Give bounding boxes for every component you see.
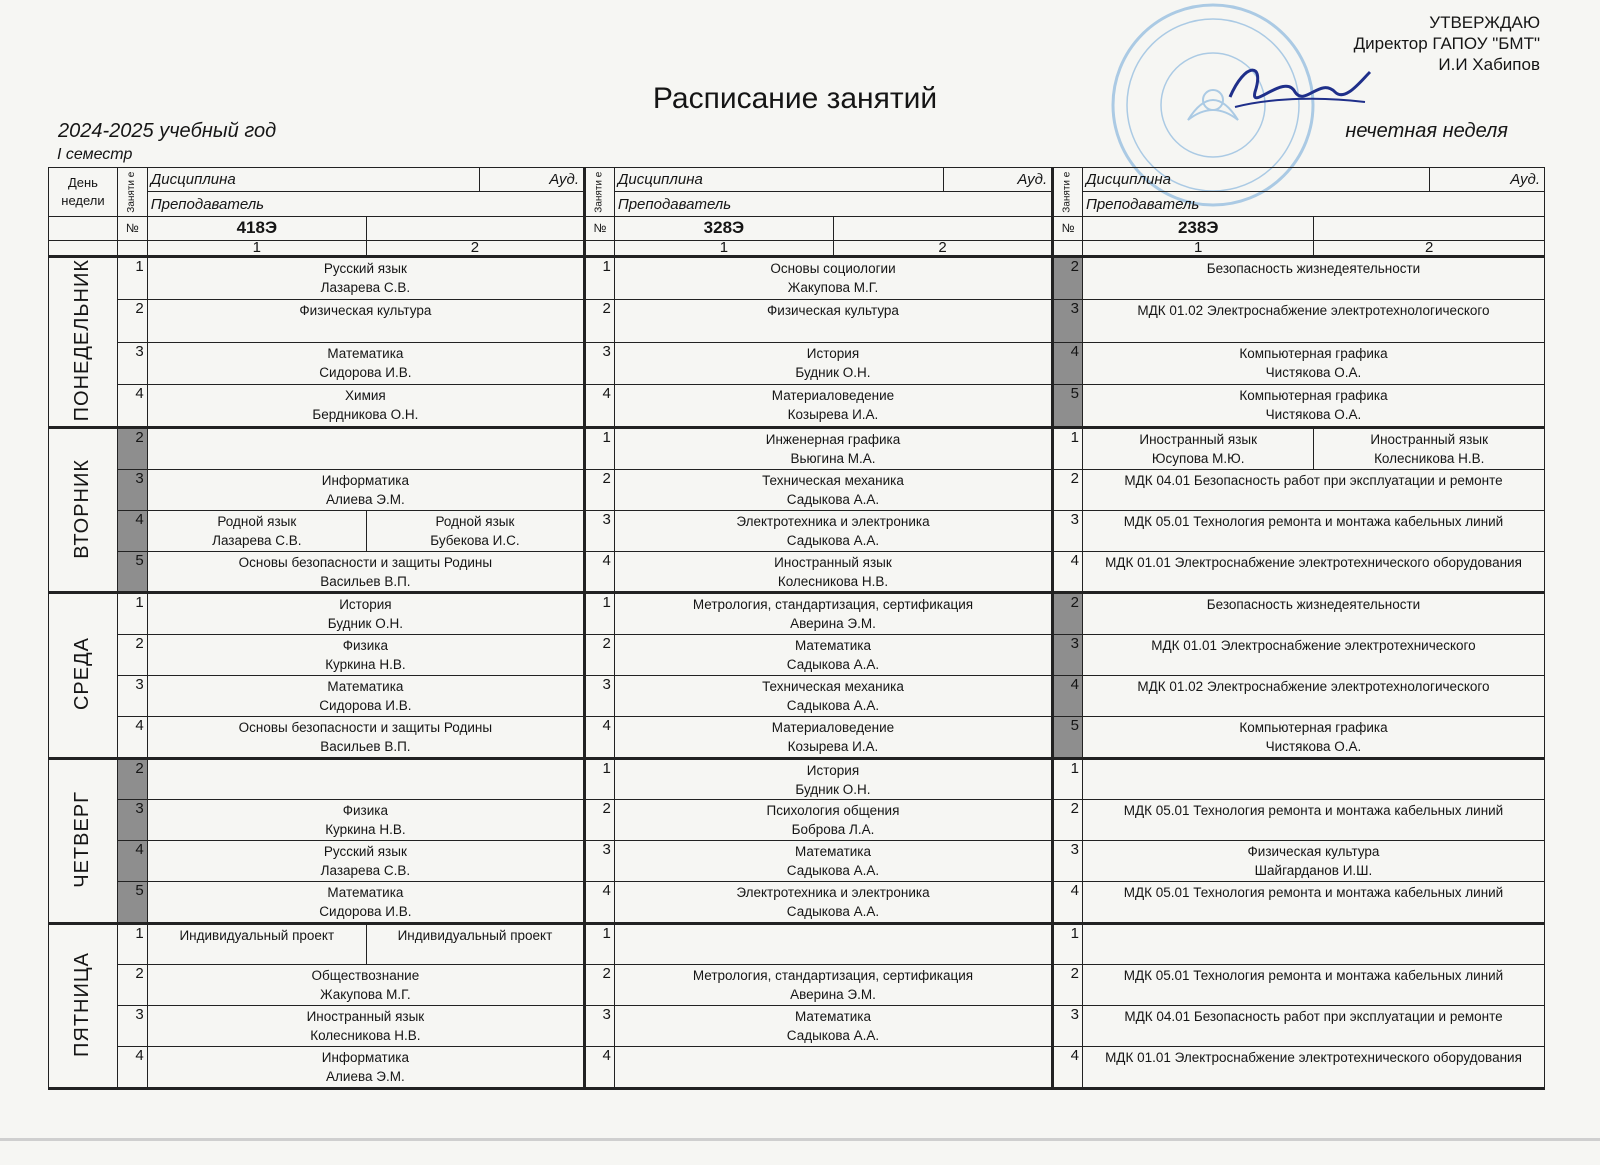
group-name-cell: 238Э — [1082, 216, 1313, 240]
subject-name: Метрология, стандартизация, сертификация — [692, 968, 974, 984]
table-row — [49, 676, 1545, 717]
subject-name: Математика — [794, 637, 872, 653]
table-row — [49, 342, 1545, 384]
subject-name: Безопасность жизнедеятельности — [1206, 261, 1421, 277]
teacher-name: Вьюгина М.А. — [790, 450, 876, 466]
teacher-name: Боброва Л.А. — [791, 822, 875, 838]
teacher-name: Садыкова А.А. — [786, 698, 880, 713]
lesson-number-cell: 4 — [585, 385, 615, 428]
subject-name: Основы безопасности и защиты Родины — [238, 554, 493, 570]
subject-name: Компьютерная графика — [1239, 720, 1388, 736]
subject-name: Основы социологии — [770, 261, 896, 277]
lesson-cell — [147, 469, 584, 510]
subject-name: История — [806, 762, 860, 778]
day-name-cell — [49, 257, 118, 428]
teacher-name: Козырева И.А. — [787, 739, 879, 755]
lesson-cell — [1082, 841, 1544, 882]
lesson-cell — [614, 342, 1052, 384]
empty-cell — [117, 241, 147, 257]
header-room-cell: Ауд. — [480, 168, 585, 192]
subject-name: Русский язык — [323, 844, 407, 860]
subject-name: МДК 01.02 Электроснабжение электротехнологического — [1137, 303, 1490, 319]
table-row — [49, 257, 1545, 300]
lesson-cell — [1082, 965, 1544, 1006]
lesson-cell-subgroup-2 — [366, 924, 584, 965]
number-sign-cell: № — [1053, 216, 1083, 240]
subject-name: Иностранный язык — [774, 554, 892, 570]
subgroup-2-label: 2 — [366, 241, 584, 257]
lesson-cell — [614, 551, 1052, 593]
teacher-name: Лазарева С.В. — [320, 863, 411, 879]
lesson-number-cell: 1 — [117, 924, 147, 965]
lesson-cell — [147, 717, 584, 759]
lesson-cell — [1082, 510, 1544, 551]
lesson-cell — [1082, 300, 1544, 342]
lesson-number-cell: 5 — [1053, 717, 1083, 759]
lesson-number-cell: 4 — [585, 1047, 615, 1089]
lesson-number-cell: 4 — [117, 1047, 147, 1089]
teacher-name: Козырева И.А. — [787, 407, 879, 422]
lesson-number-cell: 4 — [117, 717, 147, 759]
teacher-name: Алиева Э.М. — [326, 491, 405, 507]
subject-name: Материаловедение — [771, 388, 895, 403]
subject-name: Математика — [327, 345, 404, 361]
lesson-number-cell: 5 — [117, 551, 147, 593]
subject-name: Родной язык — [217, 513, 297, 529]
table-row — [49, 758, 1545, 800]
lesson-number-cell: 2 — [1053, 257, 1083, 300]
schedule-table — [48, 167, 1545, 1090]
lesson-cell — [614, 676, 1052, 717]
lesson-cell — [614, 634, 1052, 675]
subgroup-row — [49, 241, 1545, 257]
lesson-number-cell: 1 — [117, 257, 147, 300]
subject-name: Обществознание — [311, 968, 420, 984]
lesson-cell — [1082, 924, 1544, 965]
subject-name: Физическая культура — [767, 303, 899, 319]
header-row-2 — [49, 192, 1545, 216]
lesson-cell — [1082, 385, 1544, 428]
header-room-cell: Ауд. — [944, 168, 1053, 192]
teacher-name: Колесникова Н.В. — [1374, 450, 1485, 466]
teacher-name: Жакупова М.Г. — [320, 987, 411, 1003]
empty-cell — [1314, 216, 1545, 240]
header-lesson-number-cell: Заняти е — [117, 168, 147, 217]
lesson-cell — [147, 342, 584, 384]
teacher-name: Юсупова М.Ю. — [1151, 450, 1245, 466]
lesson-number-cell: 3 — [1053, 300, 1083, 342]
table-row — [49, 510, 1545, 551]
header-day-cell: День недели — [49, 168, 118, 217]
lesson-number-cell: 3 — [1053, 1006, 1083, 1047]
lesson-cell — [1082, 676, 1544, 717]
subject-name: Психология общения — [766, 803, 900, 819]
subject-name: МДК 04.01 Безопасность работ при эксплуатации и ремонте — [1124, 1009, 1503, 1025]
lesson-number-cell: 3 — [117, 342, 147, 384]
lesson-number-cell: 2 — [585, 300, 615, 342]
scan-edge-line — [0, 1138, 1600, 1141]
lesson-cell — [147, 300, 584, 342]
lesson-cell — [1082, 1047, 1544, 1089]
lesson-number-cell: 4 — [117, 385, 147, 428]
lesson-cell — [147, 882, 584, 924]
lesson-cell — [147, 593, 584, 635]
subject-name: Русский язык — [323, 261, 407, 277]
lesson-number-cell: 2 — [585, 634, 615, 675]
subject-name: Информатика — [321, 472, 409, 488]
subgroup-1-label: 1 — [1082, 241, 1313, 257]
subject-name: Физика — [342, 803, 388, 819]
lesson-cell — [1082, 1006, 1544, 1047]
group-row — [49, 216, 1545, 240]
lesson-number-cell: 1 — [585, 758, 615, 800]
teacher-name: Чистякова О.А. — [1265, 739, 1362, 755]
empty-cell — [49, 241, 118, 257]
header-lesson-number-cell: Заняти е — [1053, 168, 1083, 217]
teacher-name: Сидорова И.В. — [319, 364, 412, 380]
subject-name: Физика — [342, 637, 388, 653]
lesson-cell — [1082, 758, 1544, 800]
table-row — [49, 717, 1545, 759]
teacher-name: Будник О.Н. — [795, 781, 871, 797]
table-row — [49, 924, 1545, 965]
teacher-name: Куркина Н.В. — [325, 656, 406, 672]
lesson-number-cell: 3 — [1053, 510, 1083, 551]
lesson-number-cell: 3 — [585, 510, 615, 551]
semester-label: I семестр — [57, 146, 133, 163]
subject-name: Материаловедение — [771, 720, 895, 736]
header-teacher-cell: Преподаватель — [1082, 192, 1544, 216]
teacher-name: Аверина Э.М. — [790, 616, 876, 632]
table-row — [49, 965, 1545, 1006]
lesson-cell — [1082, 469, 1544, 510]
table-row — [49, 593, 1545, 635]
lesson-number-cell: 1 — [585, 593, 615, 635]
lesson-number-cell: 4 — [117, 510, 147, 551]
day-name: ЧЕТВЕРГ — [71, 790, 94, 888]
lesson-number-cell: 4 — [1053, 882, 1083, 924]
table-row — [49, 1006, 1545, 1047]
subject-name: Математика — [327, 885, 404, 901]
subject-name: Химия — [345, 388, 386, 403]
teacher-name: Чистякова О.А. — [1265, 407, 1362, 422]
lesson-number-cell: 4 — [1053, 1047, 1083, 1089]
lesson-number-cell: 1 — [1053, 427, 1083, 469]
teacher-name: Шайгарданов И.Ш. — [1254, 863, 1373, 879]
lesson-cell — [1082, 634, 1544, 675]
teacher-name: Колесникова Н.В. — [310, 1028, 421, 1044]
lesson-number-cell: 3 — [117, 800, 147, 841]
table-row — [49, 1047, 1545, 1089]
teacher-name: Сидорова И.В. — [319, 698, 412, 713]
lesson-cell — [147, 758, 584, 800]
subgroup-2-label: 2 — [1314, 241, 1545, 257]
teacher-name: Куркина Н.В. — [325, 822, 406, 838]
teacher-name: Будник О.Н. — [795, 364, 871, 380]
lesson-cell-subgroup-1 — [1082, 427, 1313, 469]
lesson-number-cell: 4 — [1053, 342, 1083, 384]
table-row — [49, 800, 1545, 841]
table-row — [49, 469, 1545, 510]
subject-name: Электротехника и электроника — [736, 513, 930, 529]
lesson-number-cell: 2 — [117, 634, 147, 675]
lesson-cell — [614, 800, 1052, 841]
lesson-cell — [614, 1006, 1052, 1047]
header-room-cell: Ауд. — [1429, 168, 1544, 192]
subject-name: Инженерная графика — [765, 431, 901, 447]
lesson-cell — [614, 758, 1052, 800]
lesson-cell — [614, 965, 1052, 1006]
lesson-number-cell: 2 — [1053, 965, 1083, 1006]
lesson-cell-subgroup-2 — [1314, 427, 1545, 469]
subgroup-1-label: 1 — [147, 241, 366, 257]
teacher-name: Васильев В.П. — [320, 573, 411, 589]
teacher-name: Садыкова А.А. — [786, 491, 880, 507]
lesson-cell — [147, 385, 584, 428]
lesson-number-cell: 4 — [1053, 551, 1083, 593]
approval-block — [1354, 12, 1540, 75]
lesson-number-cell: 2 — [1053, 593, 1083, 635]
subject-name: Математика — [794, 844, 872, 860]
subject-name: Иностранный язык — [306, 1009, 425, 1025]
lesson-number-cell: 2 — [117, 427, 147, 469]
header-discipline-cell: Дисциплина — [147, 168, 479, 192]
lesson-number-cell: 1 — [585, 427, 615, 469]
teacher-name: Аверина Э.М. — [790, 987, 876, 1003]
subject-name: Компьютерная графика — [1239, 345, 1388, 361]
lesson-cell — [614, 841, 1052, 882]
lesson-cell — [614, 717, 1052, 759]
lesson-number-cell: 2 — [117, 965, 147, 1006]
teacher-name: Бердникова О.Н. — [312, 407, 419, 422]
teacher-name: Алиева Э.М. — [326, 1069, 405, 1085]
teacher-name: Васильев В.П. — [320, 739, 411, 755]
day-name: ВТОРНИК — [71, 458, 94, 559]
lesson-cell — [1082, 551, 1544, 593]
teacher-name: Садыкова А.А. — [786, 904, 880, 920]
lesson-number-cell: 2 — [117, 300, 147, 342]
subject-name: МДК 05.01 Технология ремонта и монтажа кабельных линий — [1123, 803, 1504, 819]
subject-name: Техническая механика — [762, 472, 904, 488]
subject-name: МДК 04.01 Безопасность работ при эксплуатации и ремонте — [1124, 472, 1503, 488]
table-row — [49, 300, 1545, 342]
empty-cell — [49, 216, 118, 240]
lesson-cell — [614, 924, 1052, 965]
lesson-cell — [614, 1047, 1052, 1089]
teacher-name: Будник О.Н. — [327, 616, 403, 632]
subject-name: МДК 01.02 Электроснабжение электротехнологического — [1137, 679, 1490, 694]
table-row — [49, 634, 1545, 675]
lesson-number-cell: 2 — [117, 758, 147, 800]
lesson-cell — [147, 551, 584, 593]
table-row — [49, 427, 1545, 469]
lesson-number-cell: 3 — [1053, 841, 1083, 882]
subject-name: Безопасность жизнедеятельности — [1206, 597, 1421, 613]
lesson-number-cell: 1 — [585, 924, 615, 965]
lesson-number-cell: 1 — [1053, 758, 1083, 800]
lesson-number-cell: 5 — [1053, 385, 1083, 428]
header-teacher-cell: Преподаватель — [614, 192, 1052, 216]
lesson-cell — [1082, 593, 1544, 635]
teacher-name: Садыкова А.А. — [786, 532, 880, 548]
day-name-cell — [49, 758, 118, 923]
week-type: нечетная неделя — [1345, 120, 1508, 142]
subgroup-1-label: 1 — [614, 241, 833, 257]
lesson-cell — [1082, 800, 1544, 841]
academic-year: 2024-2025 учебный год — [58, 120, 277, 142]
subject-name: Информатика — [321, 1050, 409, 1066]
teacher-name: Садыкова А.А. — [786, 863, 880, 879]
lesson-number-cell: 4 — [117, 841, 147, 882]
lesson-cell — [147, 800, 584, 841]
table-row — [49, 882, 1545, 924]
table-row — [49, 385, 1545, 428]
subject-name: МДК 01.01 Электроснабжение электротехнического оборудования — [1105, 1050, 1522, 1066]
empty-cell — [366, 216, 584, 240]
lesson-number-cell: 3 — [117, 1006, 147, 1047]
subject-name: Математика — [794, 1009, 872, 1025]
teacher-name: Колесникова Н.В. — [777, 573, 889, 589]
lesson-cell — [147, 257, 584, 300]
day-name: ПОНЕДЕЛЬНИК — [71, 259, 94, 422]
lesson-cell-subgroup-1 — [147, 510, 366, 551]
lesson-cell — [147, 427, 584, 469]
lesson-cell — [1082, 257, 1544, 300]
table-row — [49, 551, 1545, 593]
subject-name: Физическая культура — [299, 303, 432, 319]
group-name-cell: 328Э — [614, 216, 833, 240]
lesson-cell — [614, 469, 1052, 510]
subject-name: Метрология, стандартизация, сертификация — [692, 597, 974, 613]
lesson-number-cell: 4 — [585, 551, 615, 593]
subject-name: Индивидуальный проект — [397, 928, 553, 944]
table-row — [49, 841, 1545, 882]
subject-name: МДК 05.01 Технология ремонта и монтажа кабельных линий — [1123, 513, 1504, 529]
day-name-cell — [49, 427, 118, 592]
header-lesson-number-cell: Заняти е — [585, 168, 615, 217]
header-row-1 — [49, 168, 1545, 192]
approval-line-3: И.И Хабипов — [1438, 55, 1540, 74]
lesson-number-cell: 3 — [1053, 634, 1083, 675]
lesson-cell — [1082, 882, 1544, 924]
number-sign-cell: № — [117, 216, 147, 240]
approval-line-2: Директор ГАПОУ "БМТ" — [1353, 34, 1540, 53]
subject-name: Иностранный язык — [1370, 431, 1489, 447]
lesson-cell — [1082, 342, 1544, 384]
lesson-cell — [614, 882, 1052, 924]
teacher-name: Чистякова О.А. — [1265, 364, 1362, 380]
subject-name: МДК 05.01 Технология ремонта и монтажа кабельных линий — [1123, 968, 1504, 984]
lesson-number-cell: 3 — [117, 676, 147, 717]
lesson-cell — [147, 841, 584, 882]
teacher-name: Бубекова И.С. — [430, 532, 520, 548]
lesson-number-cell: 2 — [585, 800, 615, 841]
teacher-name: Лазарева С.В. — [320, 280, 411, 296]
lesson-number-cell: 1 — [1053, 924, 1083, 965]
teacher-name: Жакупова М.Г. — [787, 280, 879, 296]
lesson-number-cell: 2 — [585, 965, 615, 1006]
lesson-number-cell: 2 — [1053, 800, 1083, 841]
empty-cell — [1053, 241, 1083, 257]
subject-name: Физическая культура — [1247, 844, 1380, 860]
lesson-number-cell: 4 — [1053, 676, 1083, 717]
teacher-name: Садыкова А.А. — [786, 1028, 880, 1044]
empty-cell — [585, 241, 615, 257]
lesson-number-cell: 5 — [117, 882, 147, 924]
lesson-cell — [614, 257, 1052, 300]
day-name: СРЕДА — [71, 637, 94, 711]
lesson-cell — [614, 593, 1052, 635]
subject-name: История — [339, 597, 392, 613]
number-sign-cell: № — [585, 216, 615, 240]
subject-name: Техническая механика — [762, 679, 904, 694]
subject-name: Основы безопасности и защиты Родины — [238, 720, 493, 736]
lesson-cell — [1082, 717, 1544, 759]
subject-name: МДК 01.01 Электроснабжение электротехнического оборудования — [1105, 554, 1522, 570]
subject-name: Компьютерная графика — [1239, 388, 1388, 403]
lesson-cell — [147, 965, 584, 1006]
day-name-cell — [49, 924, 118, 1089]
lesson-number-cell: 3 — [585, 676, 615, 717]
subject-name: Электротехника и электроника — [736, 885, 930, 901]
group-name-cell: 418Э — [147, 216, 366, 240]
header-teacher-cell: Преподаватель — [147, 192, 584, 216]
lesson-cell — [147, 676, 584, 717]
lesson-number-cell: 3 — [585, 342, 615, 384]
lesson-number-cell: 3 — [117, 469, 147, 510]
teacher-name: Сидорова И.В. — [319, 904, 412, 920]
approval-line-1: УТВЕРЖДАЮ — [1429, 13, 1540, 32]
page-title: Расписание занятий — [652, 82, 938, 115]
lesson-cell-subgroup-1 — [147, 924, 366, 965]
subject-name: Родной язык — [435, 513, 515, 529]
subject-name: МДК 01.01 Электроснабжение электротехнического — [1151, 637, 1476, 653]
subgroup-2-label: 2 — [833, 241, 1052, 257]
lesson-number-cell: 2 — [1053, 469, 1083, 510]
lesson-number-cell: 4 — [585, 717, 615, 759]
lesson-cell — [614, 385, 1052, 428]
lesson-cell — [614, 427, 1052, 469]
lesson-cell — [614, 300, 1052, 342]
lesson-cell — [147, 1006, 584, 1047]
lesson-number-cell: 3 — [585, 1006, 615, 1047]
header-discipline-cell: Дисциплина — [614, 168, 943, 192]
subject-name: Иностранный язык — [1139, 431, 1258, 447]
subject-name: Индивидуальный проект — [179, 928, 335, 944]
lesson-number-cell: 3 — [585, 841, 615, 882]
lesson-number-cell: 1 — [117, 593, 147, 635]
teacher-name: Лазарева С.В. — [212, 532, 302, 548]
empty-cell — [833, 216, 1052, 240]
day-name: ПЯТНИЦА — [71, 952, 94, 1057]
subject-name: История — [806, 345, 860, 361]
lesson-cell — [614, 510, 1052, 551]
header-discipline-cell: Дисциплина — [1082, 168, 1429, 192]
lesson-number-cell: 4 — [585, 882, 615, 924]
teacher-name: Садыкова А.А. — [786, 656, 880, 672]
subject-name: Математика — [327, 679, 404, 694]
lesson-cell-subgroup-2 — [366, 510, 584, 551]
lesson-cell — [147, 634, 584, 675]
subject-name: МДК 05.01 Технология ремонта и монтажа кабельных линий — [1123, 885, 1504, 901]
lesson-number-cell: 1 — [585, 257, 615, 300]
lesson-cell — [147, 1047, 584, 1089]
day-name-cell — [49, 593, 118, 758]
lesson-number-cell: 2 — [585, 469, 615, 510]
